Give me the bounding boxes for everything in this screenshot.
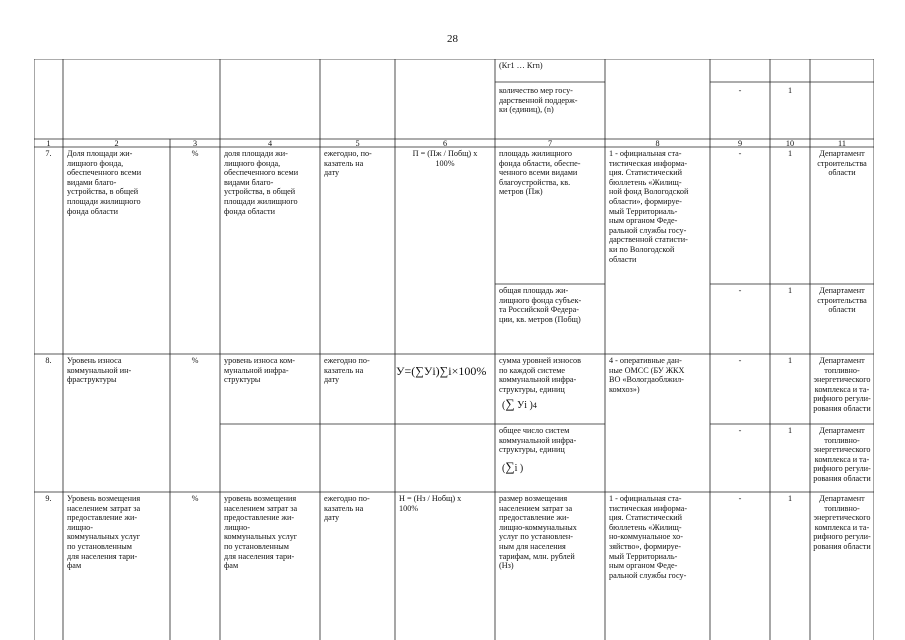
row8-col10-b: 1 <box>787 426 793 435</box>
row8-responsible-a: Департамент топливно- энергетического комплекса и та- рифного регули- рования области <box>813 356 871 413</box>
header-col-1: 1 <box>46 139 51 148</box>
header-col-8: 8 <box>655 139 660 148</box>
header-col-4: 4 <box>267 139 273 148</box>
row8-formula <box>396 364 486 379</box>
row8-col9-a: - <box>738 356 742 365</box>
header-col-2: 2 <box>114 139 119 148</box>
row8-formula-yi: Уi <box>423 364 436 378</box>
header-col-11: 11 <box>838 139 846 148</box>
row9-number: 9. <box>45 494 52 503</box>
sum-sigma-icon: ∑ <box>505 398 515 411</box>
header-col-10: 10 <box>785 139 795 148</box>
row8-base-indicator-2-symbol: (∑i ) <box>502 461 524 474</box>
cell-top-col10: 1 <box>787 86 793 95</box>
sum-sigma-icon: ∑ <box>505 461 515 474</box>
row8-base-indicator-1: сумма уровней износов по каждой системе коммунальной инфра- структуры, единиц <box>499 356 581 394</box>
row7-source-method: 1 - официальная ста- тистическая информа- ция. Статистический бюллетень «Жилищ- ной фонд Вологодской области», формируе- мый Территориаль- ным органом Феде- ральной службы госу- дарственной статисти- ки по Вологодской области <box>609 149 689 264</box>
row9-indicator-name: Уровень возмещения населением затрат за предоставление жи- лищно- коммунальных услуг по установленным для населения тари- фам <box>67 494 141 571</box>
row8-base-indicator-1-symbol: (∑ Уi )4 <box>502 398 537 411</box>
row7-responsible-a: Департамент строительства области <box>817 149 867 178</box>
row8-formula-i: i×100% <box>448 364 487 378</box>
row8-definition: уровень износа ком- мунальной инфра- структуры <box>224 356 296 385</box>
row7-responsible-b: Департамент строительства области <box>817 286 867 315</box>
row8-col10-a: 1 <box>787 356 793 365</box>
row7-definition: доля площади жи- лищного фонда, обеспеченного всеми видами благо- устройства, в общей площади жилищного фонда области <box>224 149 299 216</box>
row7-base-indicator-1: площадь жилищного фонда области, обеспе- ченного всеми видами благоустройства, кв. метров (Пж) <box>499 149 581 197</box>
row8-indicator-name: Уровень износа коммунальной ин- фраструктуры <box>67 356 132 385</box>
row8-col9-b: - <box>738 426 742 435</box>
row7-base-indicator-2: общая площадь жи- лищного фонда субъек- та Российской Федера- ции, кв. метров (Побщ) <box>499 286 582 324</box>
row9-col9-a: - <box>738 494 742 503</box>
row9-responsible-a: Департамент топливно- энергетического комплекса и та- рифного регули- рования области <box>813 494 871 551</box>
row7-formula: П = (Пж / Побщ) х 100% <box>412 149 478 168</box>
cell-top-formula-ref: (Кг1 … Кгn) <box>499 61 543 70</box>
row8-b1-sub: 4 <box>532 401 537 410</box>
row8-b1-sym: Уi <box>517 400 527 411</box>
row8-number: 8. <box>45 356 52 365</box>
row9-time-characteristic: ежегодно по- казатель на дату <box>324 494 370 523</box>
row8-b2-sym: i <box>514 463 518 474</box>
row7-number: 7. <box>45 149 52 158</box>
row8-unit: % <box>191 356 199 365</box>
header-col-6: 6 <box>442 139 448 148</box>
row8-responsible-b: Департамент топливно- энергетического комплекса и та- рифного регули- рования области <box>813 426 871 483</box>
row8-time-characteristic: ежегодно по- казатель на дату <box>324 356 370 385</box>
row9-definition: уровень возмещения населением затрат за предоставление жи- лищно- коммунальных услуг по установленным для населения тари- фам <box>224 494 298 571</box>
sum-sigma-icon: )∑ <box>435 364 449 378</box>
cell-top-col9: - <box>738 86 742 95</box>
cell-top-measures: количество мер госу- дарственной поддерж- ки (единиц), (n) <box>499 86 578 115</box>
row9-formula: Н = (Нз / Нобщ) х 100% <box>399 494 462 513</box>
header-col-3: 3 <box>192 139 198 148</box>
header-col-7: 7 <box>547 139 553 148</box>
indicator-table <box>34 59 874 640</box>
row9-base-indicator-1: размер возмещения населением затрат за предоставление жи- лищно-коммунальных услуг по установлен- ным для населения тарифам, млн. рублей (Нз) <box>499 494 577 571</box>
row9-unit: % <box>191 494 199 503</box>
row8-base-indicator-2: общее число систем коммунальной инфра- структуры, единиц <box>499 426 577 455</box>
row7-col10-a: 1 <box>787 149 793 158</box>
row9-col10-a: 1 <box>787 494 793 503</box>
header-col-5: 5 <box>355 139 360 148</box>
row7-unit: % <box>191 149 199 158</box>
row7-time-characteristic: ежегодно, по- казатель на дату <box>324 149 372 178</box>
page-number: 28 <box>447 33 458 45</box>
header-col-9: 9 <box>737 139 743 148</box>
row7-col9-a: - <box>738 149 742 158</box>
row8-formula-y: У= <box>396 364 412 378</box>
row8-source-method: 4 - оперативные дан- ные ОМСС (БУ ЖКХ ВО «Вологдаоблжил- комхоз») <box>609 356 685 394</box>
sum-sigma-icon: (∑ <box>411 364 424 378</box>
row7-indicator-name: Доля площади жи- лищного фонда, обеспеченного всеми видами благо- устройства, в общей площади жилищного фонда области <box>67 149 142 216</box>
row9-source-method: 1 - официальная ста- тистическая информа- ция. Статистический бюллетень «Жилищ- но-коммунальное хо- зяйство», формируе- мый Территориаль- ным органом Феде- ральной службы госу- <box>609 494 688 580</box>
row7-col10-b: 1 <box>787 286 793 295</box>
row7-col9-b: - <box>738 286 742 295</box>
